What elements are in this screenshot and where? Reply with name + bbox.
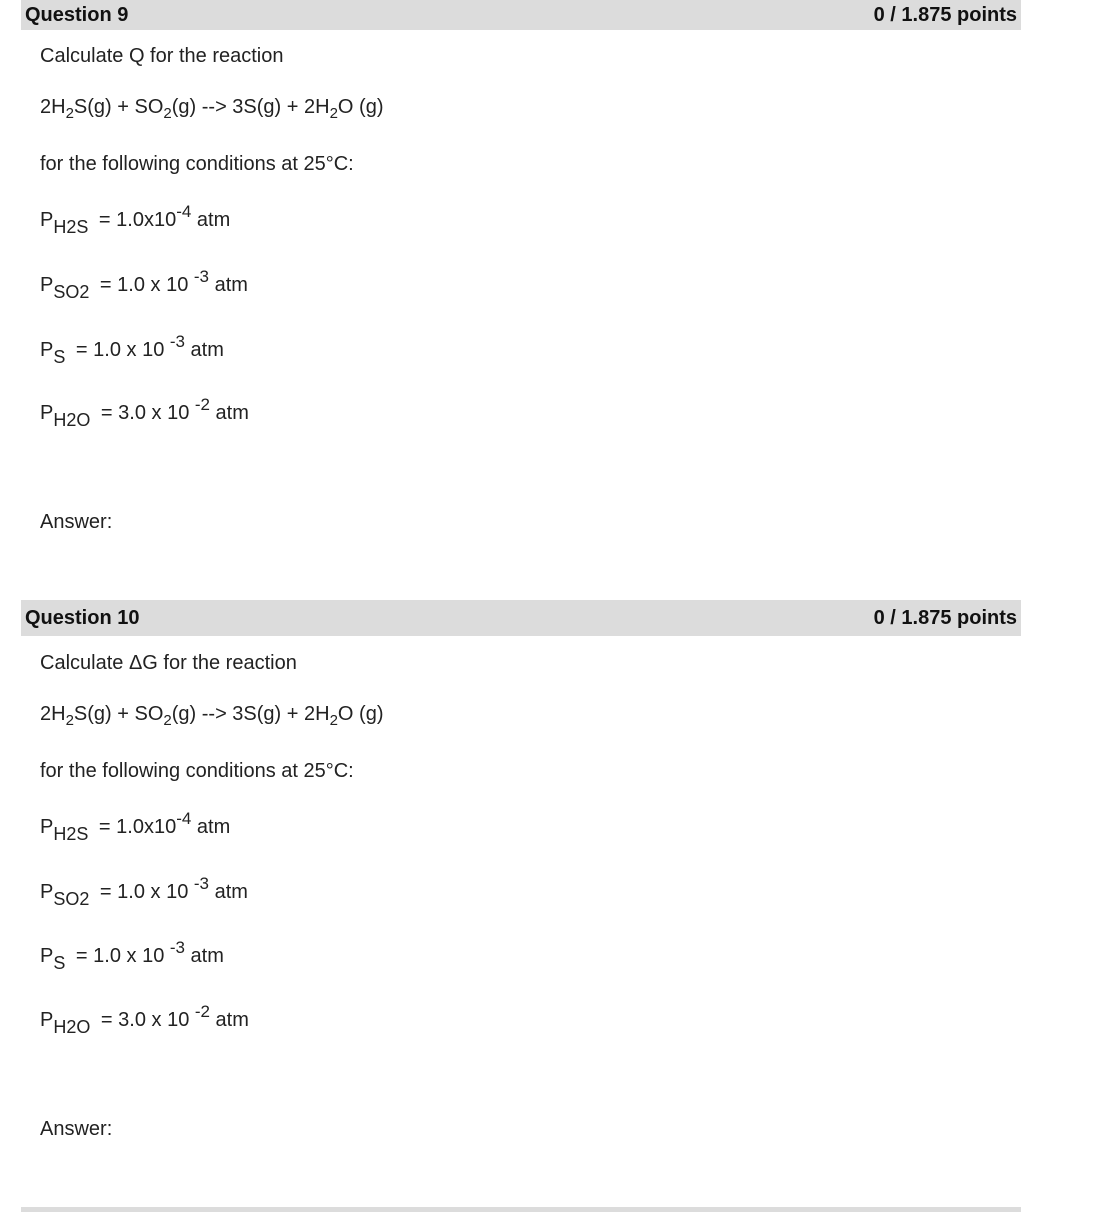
pressure-symbol: P — [40, 945, 54, 967]
prompt-variable: Q — [128, 45, 145, 67]
eq-subscript: 2 — [65, 105, 74, 122]
pressure-symbol: P — [40, 339, 54, 361]
pressure-subscript: H2S — [53, 824, 89, 844]
pressure-unit: atm — [191, 209, 231, 231]
pressure-subscript: S — [53, 347, 66, 367]
pressure-exponent: -3 — [169, 332, 185, 351]
pressure-unit: atm — [210, 402, 249, 424]
pressure-unit: atm — [210, 1009, 249, 1031]
pressure-exponent: -3 — [169, 938, 185, 957]
pressure-h2s — [40, 809, 231, 844]
question-10 — [21, 600, 1021, 1140]
pressure-exponent: -2 — [194, 1002, 210, 1021]
pressure-symbol: P — [40, 816, 54, 838]
eq-part: O (g) — [337, 703, 384, 725]
pressure-value: = 1.0x10 — [93, 209, 177, 231]
pressure-symbol: P — [40, 274, 54, 296]
pressure-exponent: -3 — [193, 874, 210, 893]
pressure-subscript: H2S — [53, 217, 89, 237]
pressure-value: = 3.0 x 10 — [95, 402, 195, 424]
pressure-exponent: -4 — [176, 202, 192, 221]
pressure-exponent: -2 — [194, 395, 210, 414]
eq-subscript: 2 — [163, 105, 172, 122]
conditions-text: for the following conditions at 25°C: — [40, 153, 354, 175]
prompt-variable: ΔG — [128, 652, 158, 674]
eq-part: (g) --> 3S(g) + 2H — [171, 96, 330, 118]
eq-part: O (g) — [337, 96, 384, 118]
pressure-so2 — [40, 267, 248, 302]
pressure-value: = 1.0 x 10 — [94, 274, 194, 296]
conditions-text: for the following conditions at 25°C: — [40, 760, 354, 782]
reaction-equation — [40, 703, 384, 729]
eq-subscript: 2 — [163, 712, 172, 729]
pressure-value: = 1.0 x 10 — [94, 881, 194, 903]
pressure-so2 — [40, 874, 248, 909]
pressure-symbol: P — [40, 1009, 54, 1031]
question-header — [21, 0, 1021, 30]
reaction-equation — [40, 96, 384, 122]
pressure-subscript: SO2 — [53, 889, 90, 909]
prompt-prefix: Calculate — [40, 652, 129, 674]
eq-part: (g) --> 3S(g) + 2H — [171, 703, 330, 725]
pressure-h2s — [40, 202, 231, 237]
pressure-value: = 1.0x10 — [93, 816, 177, 838]
eq-subscript: 2 — [329, 712, 338, 729]
prompt-suffix: for the reaction — [157, 652, 297, 674]
pressure-s — [40, 938, 224, 973]
pressure-h2o — [40, 1002, 249, 1037]
eq-subscript: 2 — [329, 105, 338, 122]
question-points: 0 / 1.875 points — [873, 606, 1017, 629]
question-prompt — [40, 653, 297, 673]
question-header — [21, 600, 1021, 636]
eq-part: 2H — [40, 96, 66, 118]
prompt-suffix: for the reaction — [144, 45, 284, 67]
prompt-prefix: Calculate — [40, 45, 129, 67]
pressure-unit: atm — [185, 945, 224, 967]
question-title: Question 10 — [25, 606, 140, 629]
pressure-value: = 3.0 x 10 — [95, 1009, 195, 1031]
pressure-h2o — [40, 395, 249, 430]
pressure-symbol: P — [40, 881, 54, 903]
pressure-unit: atm — [191, 816, 231, 838]
pressure-exponent: -3 — [193, 267, 210, 286]
pressure-s — [40, 332, 224, 367]
eq-part: S(g) + SO — [73, 96, 164, 118]
pressure-symbol: P — [40, 402, 54, 424]
pressure-symbol: P — [40, 209, 54, 231]
question-points: 0 / 1.875 points — [873, 3, 1017, 26]
eq-part: 2H — [40, 703, 66, 725]
pressure-value: = 1.0 x 10 — [70, 339, 170, 361]
pressure-unit: atm — [209, 881, 248, 903]
eq-subscript: 2 — [65, 712, 74, 729]
pressure-unit: atm — [185, 339, 224, 361]
question-prompt — [40, 46, 283, 66]
pressure-value: = 1.0 x 10 — [70, 945, 170, 967]
pressure-subscript: H2O — [53, 410, 91, 430]
next-question-header-edge — [21, 1207, 1021, 1212]
pressure-subscript: SO2 — [53, 282, 90, 302]
eq-part: S(g) + SO — [73, 703, 164, 725]
pressure-subscript: H2O — [53, 1017, 91, 1037]
answer-label: Answer: — [40, 1118, 113, 1140]
question-title: Question 9 — [25, 3, 129, 26]
pressure-exponent: -4 — [176, 809, 192, 828]
answer-label: Answer: — [40, 511, 113, 533]
pressure-subscript: S — [53, 953, 66, 973]
question-9 — [21, 0, 1021, 533]
pressure-unit: atm — [209, 274, 248, 296]
